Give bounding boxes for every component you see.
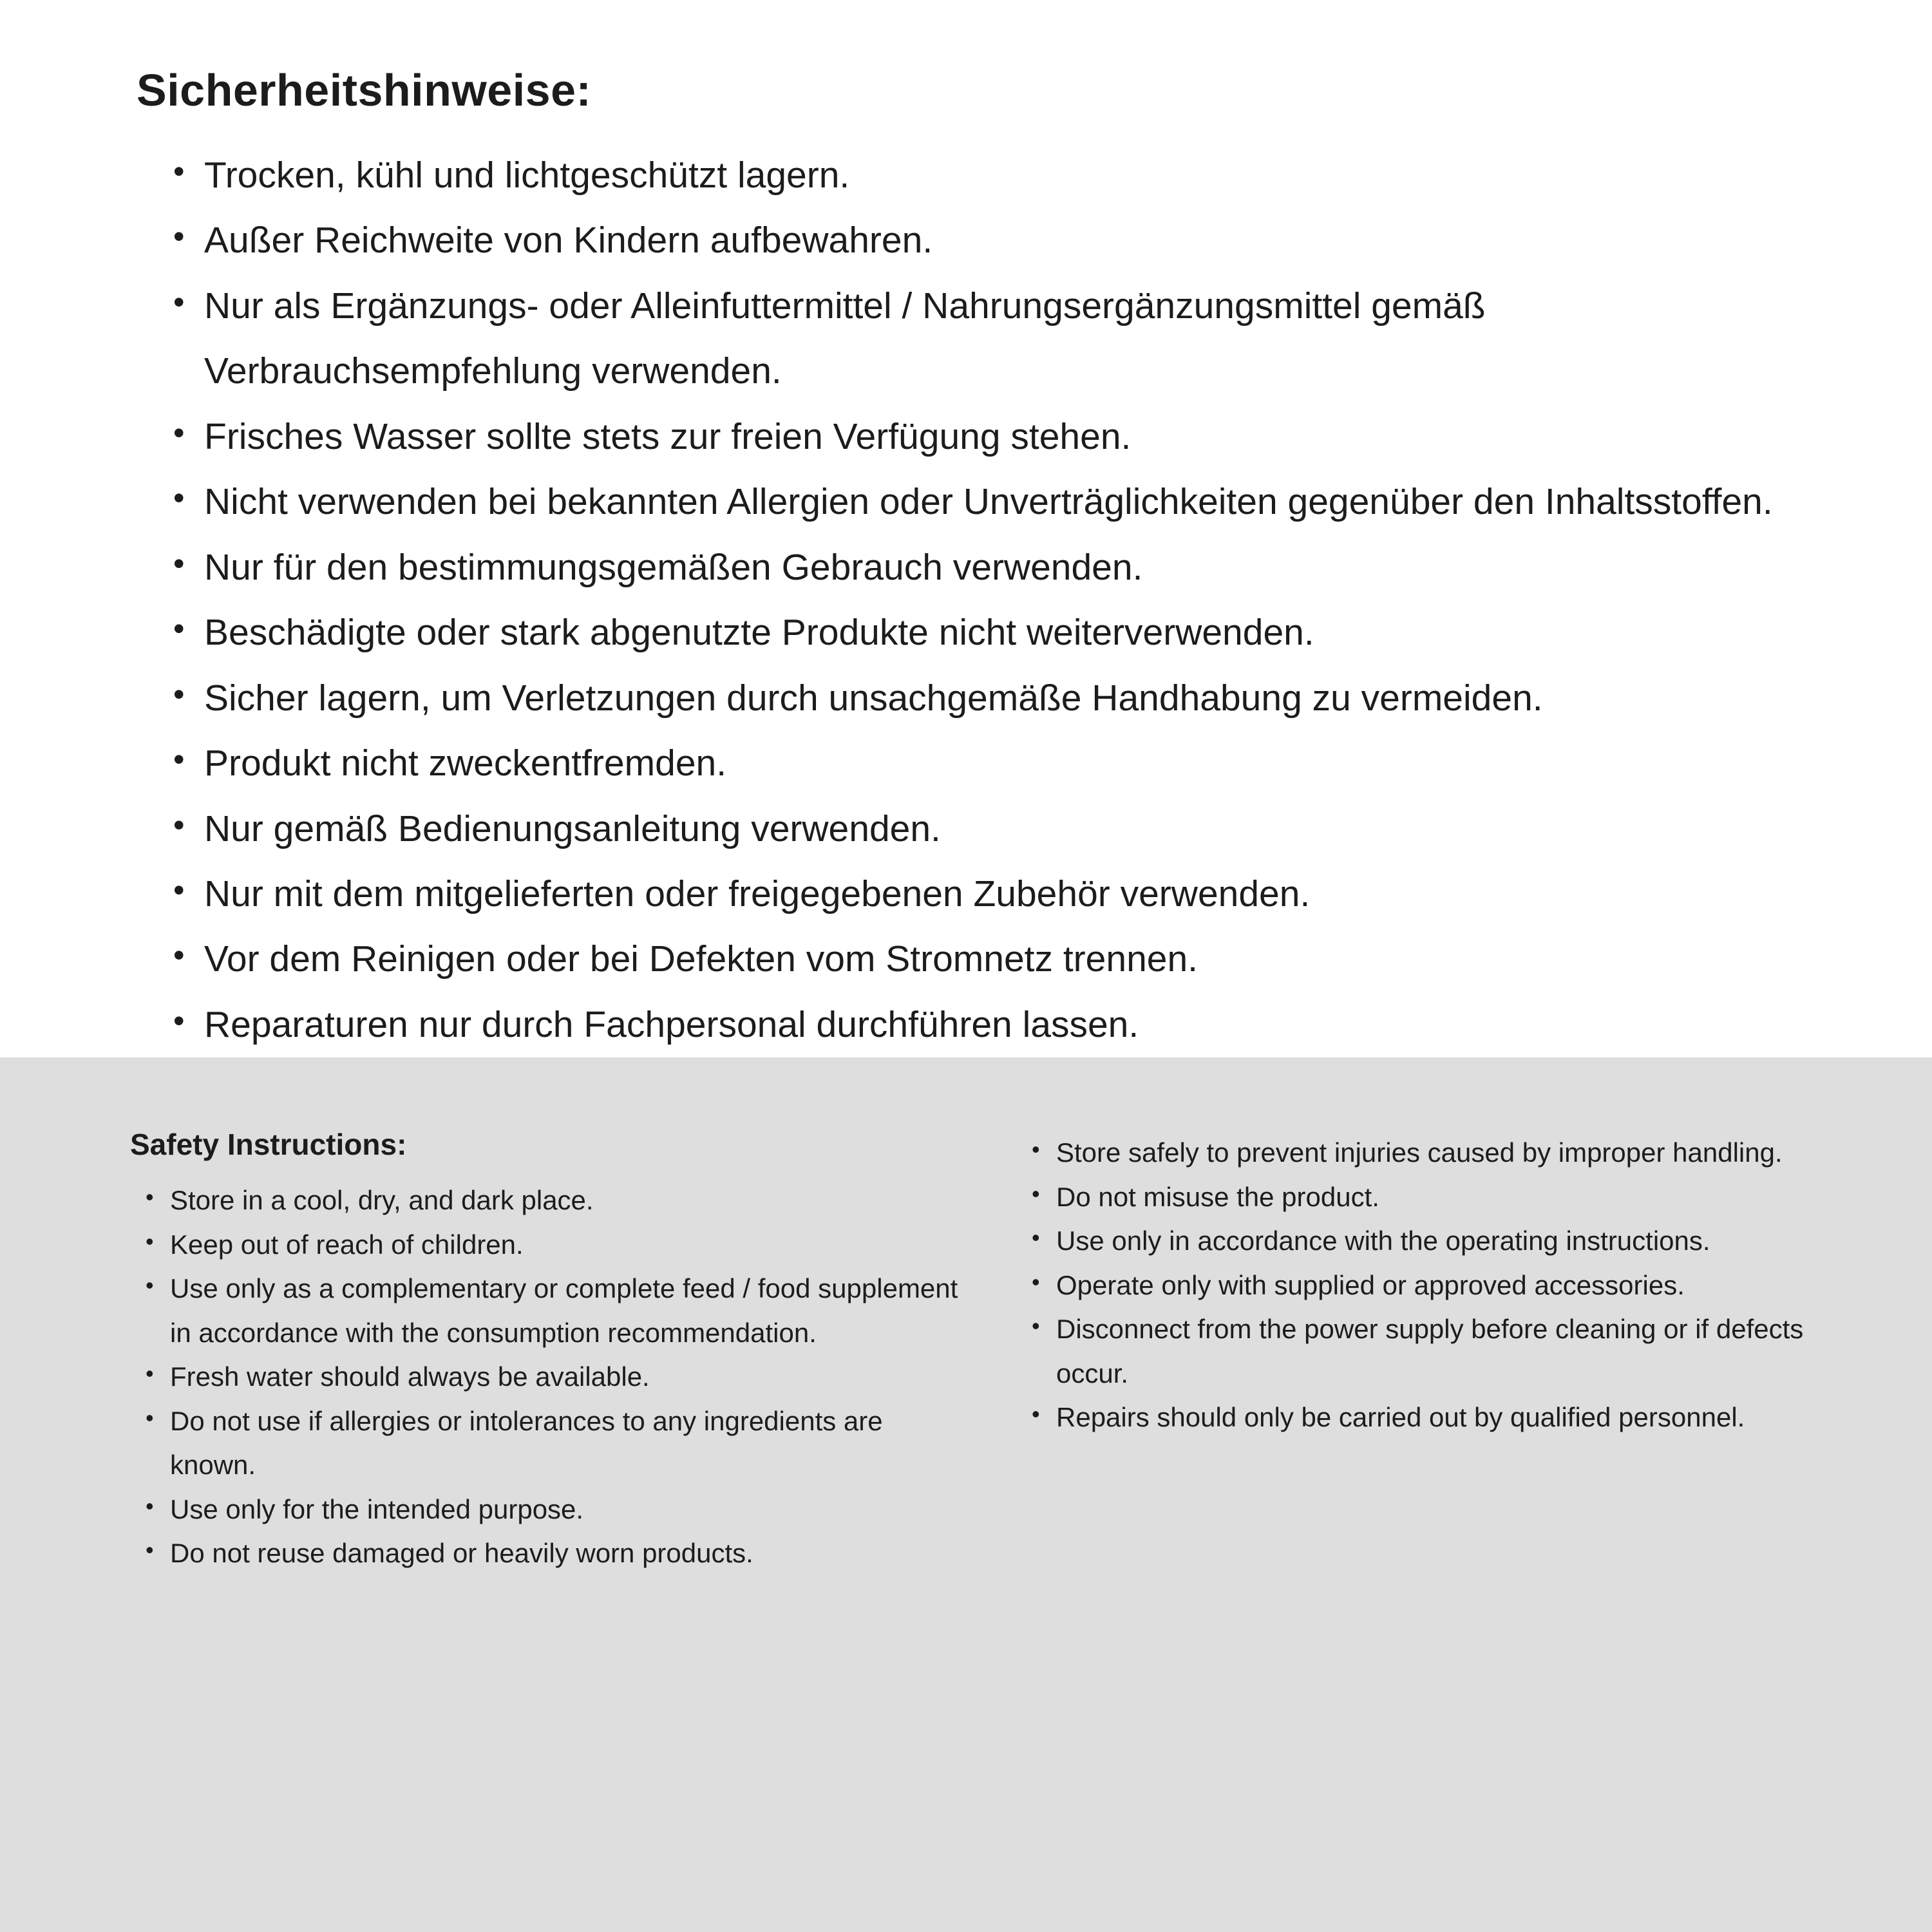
instruction-text: Disconnect from the power supply before cleaning or if defects occur. [1056,1314,1804,1388]
instruction-text: Reparaturen nur durch Fachpersonal durchführen lassen. [204,1003,1139,1045]
bullet-marker: • [146,1404,154,1431]
instruction-text: Use only for the intended purpose. [170,1493,584,1524]
bullet-marker: • [146,1360,154,1387]
bullet-marker: • [173,218,185,255]
list-item [146,1355,974,1399]
list-item [173,862,1803,927]
bullet-marker: • [1032,1312,1040,1340]
instruction-text: Repairs should only be carried out by qualified personnel. [1056,1402,1745,1433]
list-item [173,404,1803,469]
instruction-text: Store in a cool, dry, and dark place. [170,1185,594,1216]
bullet-marker: • [173,806,185,843]
list-item [173,469,1803,535]
list-item [1032,1264,1829,1307]
bullet-marker: • [146,1227,154,1255]
bullet-marker: • [1032,1268,1040,1295]
list-item [173,927,1803,992]
instruction-text: Außer Reichweite von Kindern aufbewahren. [204,220,933,261]
instruction-text: Store safely to prevent injuries caused by improper handling. [1056,1137,1783,1168]
list-item [1032,1396,1829,1439]
list-item [173,666,1803,731]
bullet-marker: • [173,1002,185,1039]
bullet-marker: • [173,545,185,582]
bullet-marker: • [146,1272,154,1299]
english-left-column [130,1127,974,1575]
bullet-marker: • [1032,1136,1040,1163]
bullet-marker: • [173,153,185,189]
instruction-text: Do not misuse the product. [1056,1181,1379,1212]
list-item [173,797,1803,862]
instruction-text: Keep out of reach of children. [170,1229,524,1260]
list-item [173,535,1803,600]
instruction-text: Do not reuse damaged or heavily worn products. [170,1537,753,1568]
list-item [173,143,1803,208]
bullet-marker: • [173,414,185,451]
bullet-marker: • [173,611,185,647]
instruction-text: Nur gemäß Bedienungsanleitung verwenden. [204,808,941,849]
list-item [173,731,1803,796]
instruction-text: Vor dem Reinigen oder bei Defekten vom Stromnetz trennen. [204,938,1198,980]
instruction-text: Trocken, kühl und lichtgeschützt lagern. [204,155,850,196]
instruction-text: Nur für den bestimmungsgemäßen Gebrauch verwenden. [204,546,1143,588]
instruction-text: Use only in accordance with the operating instructions. [1056,1226,1710,1256]
list-item [173,274,1803,404]
instruction-text: Do not use if allergies or intolerances to any ingredients are known. [170,1405,883,1481]
bullet-marker: • [173,937,185,974]
instruction-text: Beschädigte oder stark abgenutzte Produkte nicht weiterverwenden. [204,612,1314,654]
instruction-text: Fresh water should always be available. [170,1361,650,1392]
instruction-text: Operate only with supplied or approved accessories. [1056,1269,1685,1300]
list-item [173,208,1803,273]
german-instructions-list [137,143,1803,1057]
instruction-text: Use only as a complementary or complete feed / food supplement in accordance with the consumption recommendation. [170,1273,958,1348]
bullet-marker: • [173,871,185,908]
list-item [1032,1307,1829,1396]
bullet-marker: • [173,676,185,712]
list-item [1032,1131,1829,1175]
list-item [1032,1219,1829,1263]
list-item [146,1488,974,1531]
english-right-column [1032,1127,1829,1439]
instruction-text: Frisches Wasser sollte stets zur freien Verfügung stehen. [204,415,1132,457]
english-section [0,1057,1932,1932]
instruction-text: Nur als Ergänzungs- oder Alleinfuttermittel / Nahrungsergänzungsmittel gemäß Verbrauchsempfehlung verwenden. [204,285,1486,392]
bullet-marker: • [173,741,185,778]
bullet-marker: • [1032,1401,1040,1428]
instruction-text: Nicht verwenden bei bekannten Allergien oder Unverträglichkeiten gegenüber den Inhaltsstoffen. [204,481,1773,523]
list-item [146,1179,974,1222]
english-section-title: Safety Instructions: [130,1128,407,1162]
list-item [146,1531,974,1575]
list-item [146,1223,974,1267]
instruction-text: Produkt nicht zweckentfremden. [204,743,727,784]
list-item [1032,1175,1829,1219]
instruction-text: Sicher lagern, um Verletzungen durch unsachgemäße Handhabung zu vermeiden. [204,677,1543,719]
list-item [173,600,1803,665]
english-instructions-list-left [130,1179,974,1575]
bullet-marker: • [146,1536,154,1563]
bullet-marker: • [1032,1180,1040,1207]
list-item [146,1267,974,1355]
bullet-marker: • [173,283,185,320]
bullet-marker: • [1032,1224,1040,1251]
list-item [146,1399,974,1488]
list-item [173,992,1803,1057]
german-section-title: Sicherheitshinweise: [137,65,592,115]
english-instructions-list-right [1032,1131,1829,1439]
bullet-marker: • [146,1184,154,1211]
bullet-marker: • [173,480,185,516]
bullet-marker: • [146,1492,154,1519]
instruction-text: Nur mit dem mitgelieferten oder freigegebenen Zubehör verwenden. [204,873,1311,914]
